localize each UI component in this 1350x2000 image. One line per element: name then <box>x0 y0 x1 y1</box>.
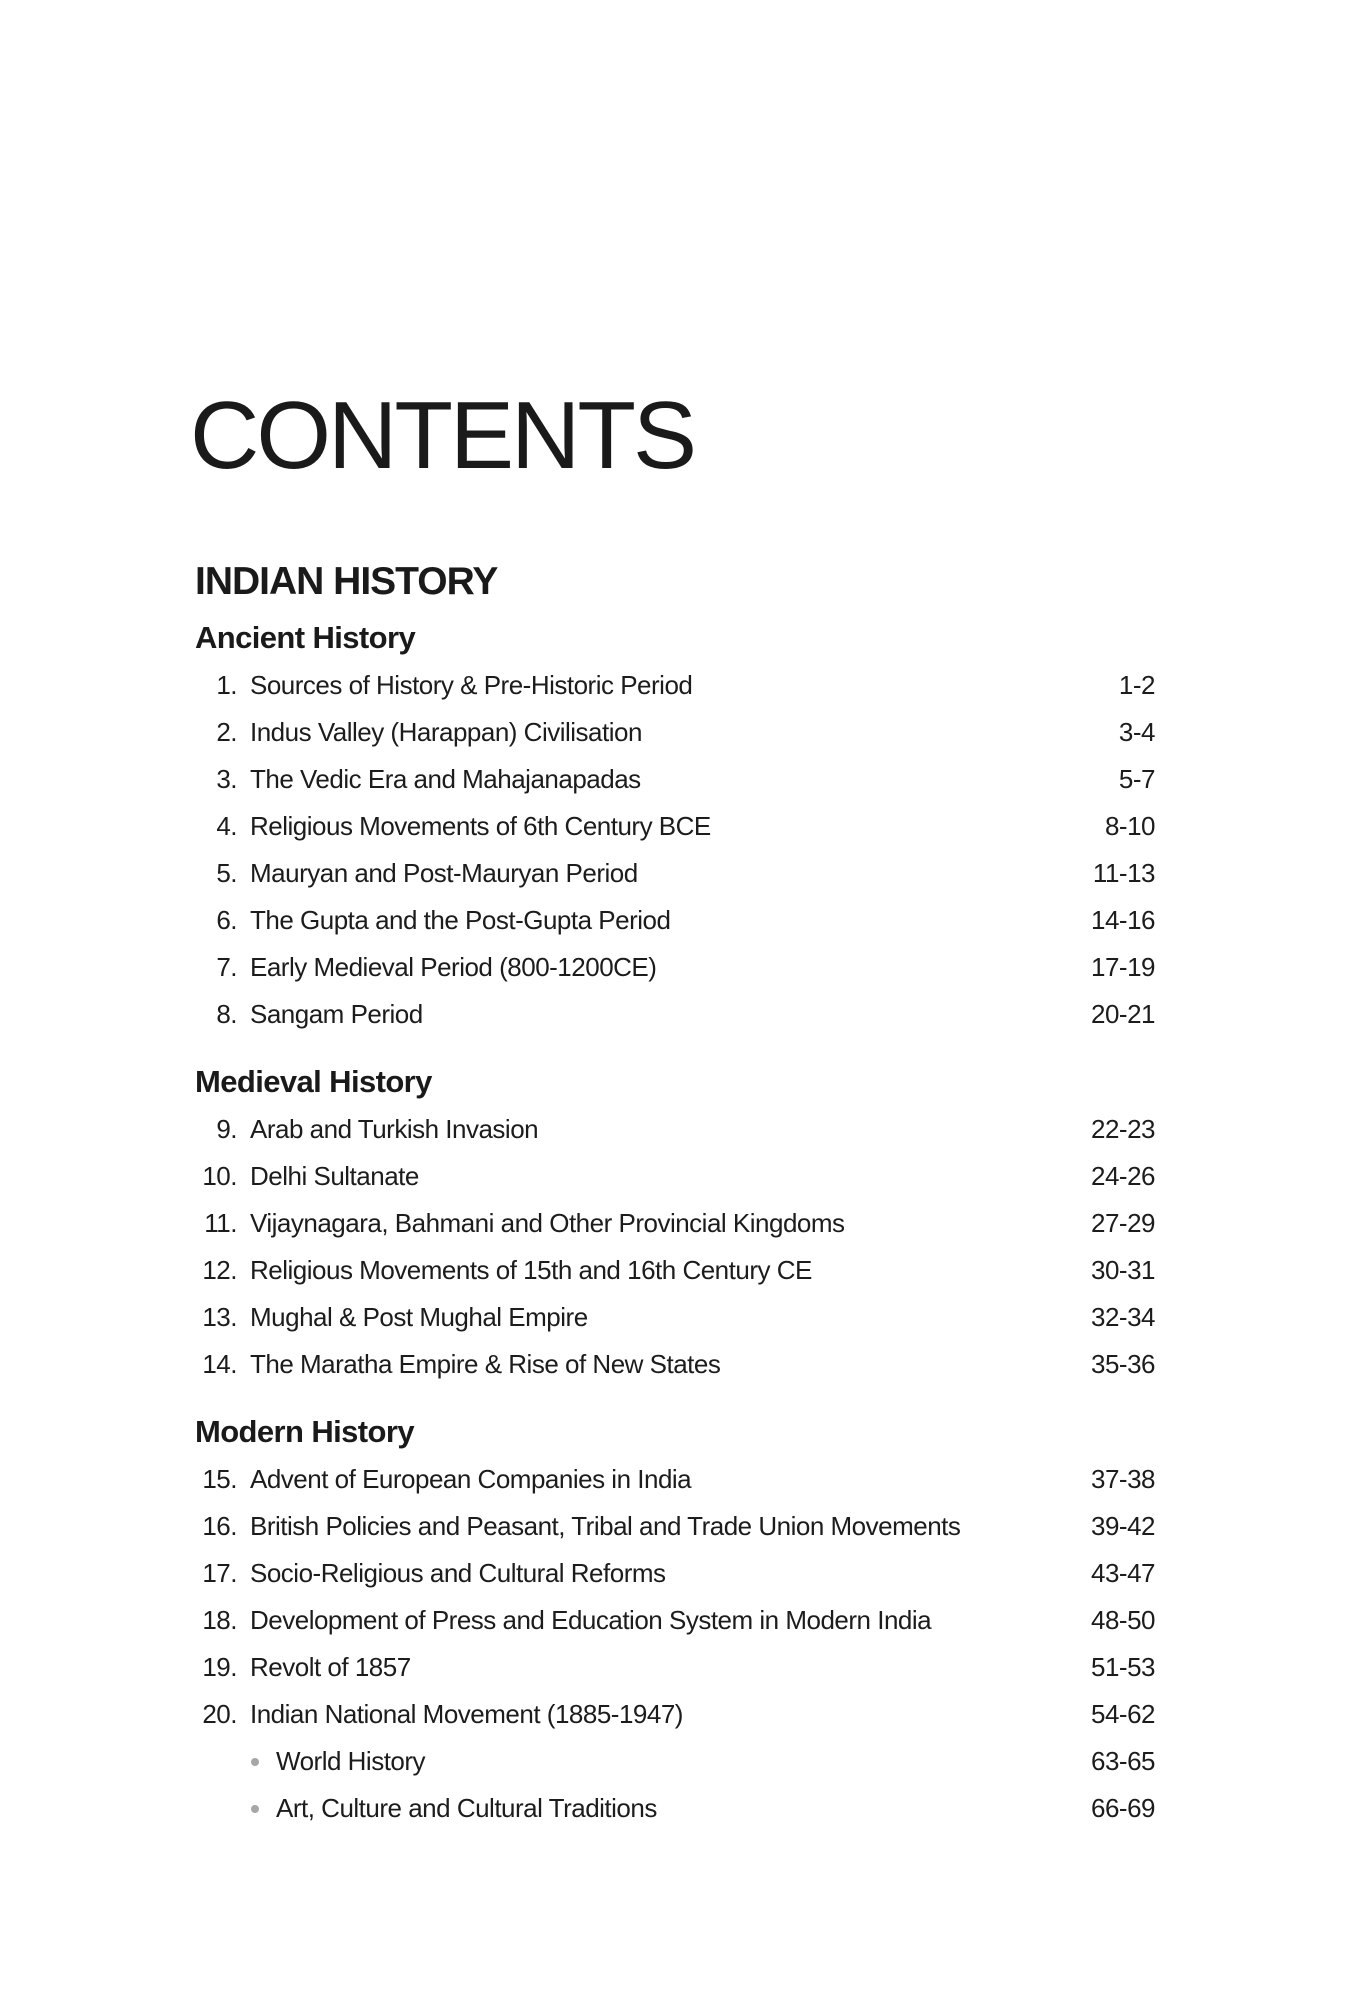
subsection-medieval-history <box>195 1062 1155 1388</box>
toc-entry[interactable] <box>195 756 1155 803</box>
entry-title: Advent of European Companies in India <box>250 1464 692 1494</box>
toc-entry[interactable] <box>195 897 1155 944</box>
entry-pages: 39-42 <box>1091 1511 1155 1541</box>
toc-entry[interactable] <box>195 1341 1155 1388</box>
entry-title: Sources of History & Pre-Historic Period <box>250 670 693 700</box>
entry-title: Sangam Period <box>250 999 423 1029</box>
entry-title: The Maratha Empire & Rise of New States <box>250 1349 721 1379</box>
entry-pages: 37-38 <box>1091 1464 1155 1494</box>
entry-pages: 8-10 <box>1104 811 1155 841</box>
toc-entry[interactable] <box>195 709 1155 756</box>
subsection-heading: Ancient History <box>195 620 416 655</box>
toc-entry[interactable] <box>195 662 1155 709</box>
subsection-heading: Medieval History <box>195 1064 432 1099</box>
entry-pages: 30-31 <box>1091 1255 1155 1285</box>
entry-number: 16. <box>202 1511 237 1541</box>
entry-number: 7. <box>216 952 237 982</box>
toc-entry[interactable] <box>195 1691 1155 1738</box>
entry-title: Early Medieval Period (800-1200CE) <box>250 952 657 982</box>
toc-entry[interactable] <box>195 1294 1155 1341</box>
entry-number: 2. <box>216 717 237 747</box>
entry-list <box>195 662 1155 1038</box>
entry-pages: 14-16 <box>1091 905 1155 935</box>
entry-number: 11. <box>204 1208 237 1238</box>
entry-pages: 20-21 <box>1091 999 1155 1029</box>
toc-entry[interactable] <box>195 1503 1155 1550</box>
entry-number: 19. <box>202 1652 237 1682</box>
entry-number: 9. <box>216 1114 237 1144</box>
entry-title: The Gupta and the Post-Gupta Period <box>250 905 671 935</box>
entry-number: 3. <box>216 764 237 794</box>
entry-pages: 43-47 <box>1091 1558 1155 1588</box>
entry-number: 12. <box>202 1255 237 1285</box>
entry-pages: 48-50 <box>1091 1605 1155 1635</box>
entry-pages: 35-36 <box>1091 1349 1155 1379</box>
entry-pages: 24-26 <box>1091 1161 1155 1191</box>
entry-pages: 51-53 <box>1091 1652 1155 1682</box>
entry-title: Socio-Religious and Cultural Reforms <box>250 1558 666 1588</box>
subsection-ancient-history <box>195 618 1155 1038</box>
entry-title: Revolt of 1857 <box>250 1652 411 1682</box>
entry-title: Indian National Movement (1885-1947) <box>250 1699 683 1729</box>
entry-number: 5. <box>216 858 237 888</box>
entry-pages: 54-62 <box>1091 1699 1155 1729</box>
toc-entry[interactable] <box>195 1200 1155 1247</box>
entry-title: Development of Press and Education System in Modern India <box>250 1605 932 1635</box>
entry-list <box>195 1106 1155 1388</box>
entry-title: Mauryan and Post-Mauryan Period <box>250 858 638 888</box>
toc-entry[interactable] <box>195 1247 1155 1294</box>
subsection-modern-history <box>195 1412 1155 1832</box>
entry-number: 13. <box>202 1302 237 1332</box>
subsection-heading: Modern History <box>195 1414 414 1449</box>
entry-title: Art, Culture and Cultural Traditions <box>276 1793 657 1823</box>
entry-title: Mughal & Post Mughal Empire <box>250 1302 588 1332</box>
entry-title: British Policies and Peasant, Tribal and Trade Union Movements <box>250 1511 961 1541</box>
entry-number: 20. <box>202 1699 237 1729</box>
entry-pages: 63-65 <box>1091 1746 1155 1776</box>
entry-pages: 17-19 <box>1091 952 1155 982</box>
toc-entry[interactable] <box>195 1550 1155 1597</box>
entry-title: Delhi Sultanate <box>250 1161 419 1191</box>
entry-title: Arab and Turkish Invasion <box>250 1114 539 1144</box>
toc-entry[interactable] <box>195 1644 1155 1691</box>
toc-bullet-entry[interactable] <box>195 1785 1155 1832</box>
entry-number: 15. <box>202 1464 237 1494</box>
entry-pages: 5-7 <box>1118 764 1155 794</box>
section-heading-indian-history: INDIAN HISTORY <box>195 560 498 603</box>
entry-number: 10. <box>202 1161 237 1191</box>
toc-bullet-entry[interactable] <box>195 1738 1155 1785</box>
entry-pages: 66-69 <box>1091 1793 1155 1823</box>
entry-title: Religious Movements of 6th Century BCE <box>250 811 711 841</box>
toc-entry[interactable] <box>195 1153 1155 1200</box>
entry-title: Vijaynagara, Bahmani and Other Provincial Kingdoms <box>250 1208 845 1238</box>
entry-list <box>195 1456 1155 1832</box>
entry-title: The Vedic Era and Mahajanapadas <box>250 764 641 794</box>
entry-number: 4. <box>216 811 237 841</box>
page-title: CONTENTS <box>190 382 694 489</box>
entry-pages: 11-13 <box>1092 858 1155 888</box>
bullet-dot-icon <box>251 1805 259 1813</box>
entry-number: 17. <box>202 1558 237 1588</box>
toc-entry[interactable] <box>195 944 1155 991</box>
entry-pages: 3-4 <box>1118 717 1155 747</box>
toc-entry[interactable] <box>195 1456 1155 1503</box>
entry-number: 14. <box>202 1349 237 1379</box>
bullet-dot-icon <box>251 1758 259 1766</box>
toc-entry[interactable] <box>195 1106 1155 1153</box>
entry-number: 8. <box>216 999 237 1029</box>
entry-title: World History <box>276 1746 426 1776</box>
entry-pages: 1-2 <box>1118 670 1155 700</box>
entry-number: 1. <box>216 670 237 700</box>
toc-entry[interactable] <box>195 1597 1155 1644</box>
toc-entry[interactable] <box>195 991 1155 1038</box>
entry-title: Indus Valley (Harappan) Civilisation <box>250 717 642 747</box>
entry-number: 6. <box>216 905 237 935</box>
entry-title: Religious Movements of 15th and 16th Century CE <box>250 1255 812 1285</box>
entry-pages: 22-23 <box>1091 1114 1155 1144</box>
toc-entry[interactable] <box>195 850 1155 897</box>
toc-entry[interactable] <box>195 803 1155 850</box>
entry-pages: 32-34 <box>1091 1302 1155 1332</box>
entry-pages: 27-29 <box>1091 1208 1155 1238</box>
entry-number: 18. <box>202 1605 237 1635</box>
